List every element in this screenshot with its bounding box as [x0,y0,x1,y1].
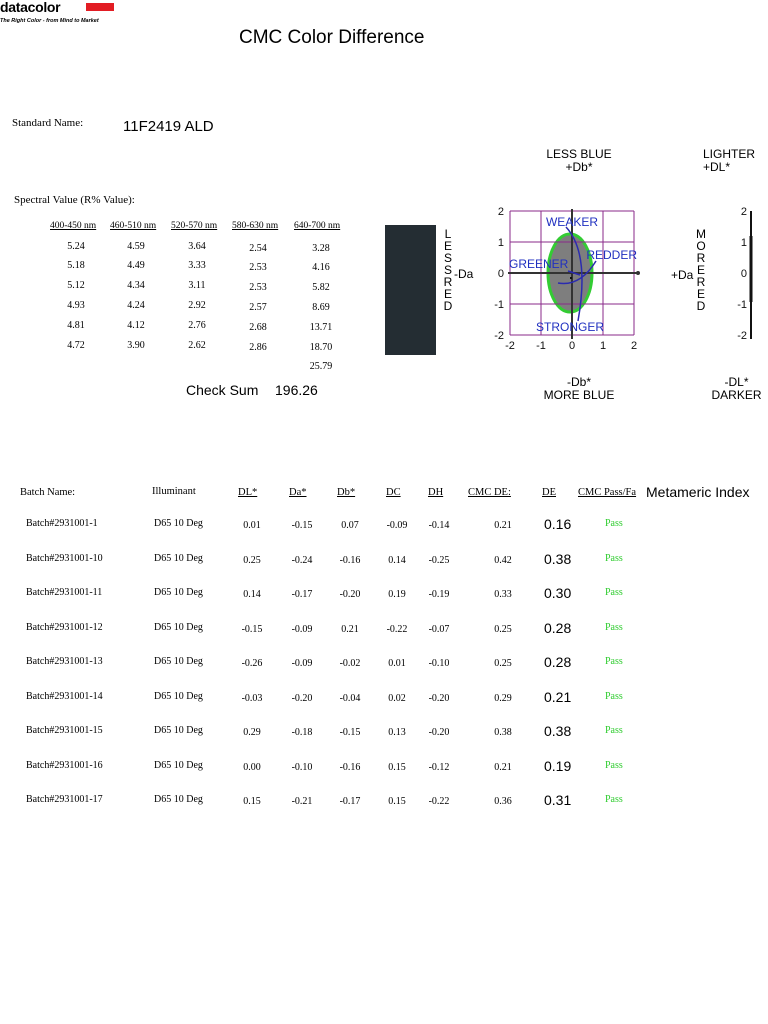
batch-header-dh: DH [428,487,444,498]
spectral-cell: 25.79 [309,361,333,372]
batch-dh-cell: -0.07 [428,624,450,635]
ab-plot [490,195,650,355]
batch-cmc-de-cell: 0.21 [494,520,512,531]
l-bottom-caption [705,376,768,402]
batch-dh-cell: -0.14 [428,520,450,531]
ab-left-vertical-label: LESS RED [443,227,453,313]
batch-db-cell: 0.21 [341,624,359,635]
batch-de-cell: 0.19 [544,758,572,774]
illuminant-cell: D65 10 Deg [154,553,203,564]
batch-dh-cell: -0.20 [428,693,450,704]
batch-name-cell: Batch#2931001-13 [26,656,103,667]
batch-dh-cell: -0.22 [428,796,450,807]
batch-header-name: Batch Name: [20,487,76,498]
batch-dc-cell: -0.09 [386,520,408,531]
ab-y-tick-label: 2 [497,206,504,218]
spectral-cell: 4.12 [127,320,145,331]
batch-da-cell: -0.18 [291,727,313,738]
color-swatch [385,225,436,355]
batch-name-cell: Batch#2931001-12 [26,622,103,633]
batch-header-da: Da* [289,487,307,498]
batch-cmc-de-cell: 0.36 [494,796,512,807]
batch-da-cell: -0.17 [291,589,313,600]
batch-header-db: Db* [337,487,356,498]
batch-dc-cell: 0.15 [388,762,406,773]
spectral-cell: 2.68 [249,322,267,333]
ab-x-tick-label: 1 [599,340,607,352]
ab-top-sublabel: +Db* [565,160,593,174]
batch-header-cmc-de: CMC DE: [468,487,511,498]
spectral-cell: 5.12 [67,280,85,291]
batch-header-de: DE [542,487,556,498]
illuminant-cell: D65 10 Deg [154,656,203,667]
batch-dc-cell: 0.19 [388,589,406,600]
batch-cmc-de-cell: 0.33 [494,589,512,600]
l-tick-label: -2 [737,330,747,342]
table-row [0,691,768,726]
batch-de-cell: 0.16 [544,516,572,532]
quadrant-label-redder: REDDER [586,248,637,262]
illuminant-cell: D65 10 Deg [154,518,203,529]
batch-pass-cell: Pass [605,656,623,667]
batch-da-cell: -0.24 [291,555,313,566]
checksum-value: 196.26 [275,382,318,398]
batch-dl-cell: 0.01 [243,520,261,531]
l-top-caption [703,148,768,174]
batch-header-illuminant: Illuminant [152,486,196,497]
batch-pass-cell: Pass [605,725,623,736]
spectral-cell: 2.57 [249,302,267,313]
batch-dl-cell: 0.15 [243,796,261,807]
l-plot [728,195,768,355]
spectral-cell: 5.82 [312,282,330,293]
l-tick-label: 1 [740,237,747,249]
batch-da-cell: -0.09 [291,624,313,635]
illuminant-cell: D65 10 Deg [154,587,203,598]
spectral-cell: 2.92 [188,300,206,311]
spectral-label: Spectral Value (R% Value): [14,194,135,206]
batch-db-cell: 0.07 [341,520,359,531]
quadrant-label-weaker: WEAKER [545,215,599,229]
table-row [0,518,768,553]
brand-name: datacolor [0,0,61,15]
batch-header-pass-fail: CMC Pass/Fa [578,487,637,498]
batch-pass-cell: Pass [605,518,623,529]
batch-pass-cell: Pass [605,794,623,805]
ab-right-vertical-label: MORE RED [696,227,706,313]
batch-dh-cell: -0.20 [428,727,450,738]
batch-de-cell: 0.28 [544,620,572,636]
table-row [0,794,768,829]
batch-db-cell: -0.02 [339,658,361,669]
batch-name-cell: Batch#2931001-10 [26,553,103,564]
batch-name-cell: Batch#2931001-11 [26,587,103,598]
batch-db-cell: -0.16 [339,555,361,566]
quadrant-label-stronger: STRONGER [535,320,605,334]
batch-da-cell: -0.09 [291,658,313,669]
brand-logo [0,0,60,15]
checksum-label: Check Sum [186,382,259,398]
batch-da-cell: -0.15 [291,520,313,531]
spectral-col-header: 400-450 nm [50,221,97,231]
batch-dl-cell: 0.14 [243,589,261,600]
ab-right-axis-label: +Da [671,268,694,282]
batch-dl-cell: 0.00 [243,762,261,773]
standard-name-value: 11F2419 ALD [123,118,214,135]
spectral-cell: 8.69 [312,302,330,313]
table-row [0,760,768,795]
spectral-cell: 3.64 [188,241,206,252]
spectral-col-header: 640-700 nm [294,221,341,231]
batch-header-dl: DL* [238,487,258,498]
batch-cmc-de-cell: 0.29 [494,693,512,704]
spectral-cell: 13.71 [309,322,333,333]
ab-bottom-caption [533,376,625,402]
illuminant-cell: D65 10 Deg [154,794,203,805]
l-tick-label: 2 [740,206,747,218]
batch-db-cell: -0.15 [339,727,361,738]
batch-dl-cell: -0.03 [241,693,263,704]
spectral-cell: 2.86 [249,342,267,353]
ab-x-tick-label: 2 [630,340,638,352]
spectral-cell: 4.72 [67,340,85,351]
batch-de-cell: 0.30 [544,585,572,601]
ab-bottom-label: MORE BLUE [543,388,615,402]
table-row [0,587,768,622]
spectral-cell: 5.24 [67,241,85,252]
spectral-cell: 2.76 [188,320,206,331]
spectral-cell: 4.59 [127,241,145,252]
ab-bottom-sublabel: -Db* [566,375,591,389]
standard-name-label: Standard Name: [12,117,84,129]
spectral-cell: 3.90 [127,340,145,351]
ab-x-tick-label: 0 [568,340,576,352]
batch-pass-cell: Pass [605,622,623,633]
batch-point [570,277,572,279]
batch-cmc-de-cell: 0.42 [494,555,512,566]
brand-tagline: The Right Color - from Mind to Market [0,18,99,24]
l-top-label: LIGHTER [703,147,756,161]
batch-dc-cell: 0.14 [388,555,406,566]
batch-name-cell: Batch#2931001-14 [26,691,103,702]
brand-color-bar [86,3,114,11]
ab-y-tick-label: -1 [494,299,504,311]
batch-cmc-de-cell: 0.21 [494,762,512,773]
l-bottom-label: DARKER [711,388,762,402]
table-row [0,656,768,691]
spectral-cell: 2.54 [249,243,267,254]
table-row [0,725,768,760]
illuminant-cell: D65 10 Deg [154,691,203,702]
spectral-col-header: 520-570 nm [171,221,218,231]
quadrant-label-greener: GREENER [509,257,569,271]
spectral-cell: 3.11 [188,280,206,291]
table-row [0,622,768,657]
spectral-cell: 2.53 [249,282,267,293]
batch-de-cell: 0.21 [544,689,572,705]
batch-da-cell: -0.10 [291,762,313,773]
batch-name-cell: Batch#2931001-1 [26,518,98,529]
batch-de-cell: 0.31 [544,792,572,808]
batch-db-cell: -0.17 [339,796,361,807]
batch-dc-cell: 0.02 [388,693,406,704]
batch-dh-cell: -0.12 [428,762,450,773]
batch-dh-cell: -0.10 [428,658,450,669]
page-title: CMC Color Difference [239,27,425,48]
illuminant-cell: D65 10 Deg [154,760,203,771]
l-top-sublabel: +DL* [703,160,731,174]
spectral-cell: 4.93 [67,300,85,311]
batch-cmc-de-cell: 0.38 [494,727,512,738]
l-bottom-sublabel: -DL* [724,375,749,389]
spectral-cell: 4.16 [312,262,330,273]
spectral-cell: 2.53 [249,262,267,273]
spectral-cell: 3.33 [188,260,206,271]
spectral-cell: 4.24 [127,300,145,311]
ab-y-tick-label: 0 [497,268,504,280]
batch-de-cell: 0.38 [544,723,572,739]
ab-x-tick-label: -2 [505,340,515,352]
batch-dl-cell: 0.29 [243,727,261,738]
spectral-col-header: 460-510 nm [110,221,157,231]
batch-db-cell: -0.16 [339,762,361,773]
batch-da-cell: -0.21 [291,796,313,807]
batch-cmc-de-cell: 0.25 [494,658,512,669]
spectral-cell: 18.70 [309,342,333,353]
ab-top-label: LESS BLUE [546,147,612,161]
da-axis-end [636,271,640,275]
batch-pass-cell: Pass [605,553,623,564]
ab-y-tick-label: 1 [497,237,504,249]
batch-name-cell: Batch#2931001-17 [26,794,103,805]
spectral-cell: 4.49 [127,260,145,271]
batch-header-metameric: Metameric Index [646,484,750,500]
batch-db-cell: -0.04 [339,693,361,704]
table-row [0,553,768,588]
batch-pass-cell: Pass [605,691,623,702]
batch-dl-cell: 0.25 [243,555,261,566]
batch-header-dc: DC [386,487,401,498]
spectral-cell: 4.34 [127,280,145,291]
ab-x-tick-label: -1 [536,340,546,352]
ab-y-tick-label: -2 [494,330,504,342]
ab-top-caption [533,148,625,174]
batch-de-cell: 0.28 [544,654,572,670]
l-tick-label: -1 [737,299,747,311]
batch-da-cell: -0.20 [291,693,313,704]
ab-left-axis-label: -Da [454,267,474,281]
batch-name-cell: Batch#2931001-15 [26,725,103,736]
spectral-cell: 3.28 [312,243,330,254]
spectral-cell: 2.62 [188,340,206,351]
batch-name-cell: Batch#2931001-16 [26,760,103,771]
batch-dh-cell: -0.19 [428,589,450,600]
spectral-cell: 5.18 [67,260,85,271]
batch-dc-cell: -0.22 [386,624,408,635]
batch-dl-cell: -0.26 [241,658,263,669]
batch-dc-cell: 0.13 [388,727,406,738]
dl-tolerance-bar [750,236,753,302]
illuminant-cell: D65 10 Deg [154,622,203,633]
batch-pass-cell: Pass [605,760,623,771]
batch-dh-cell: -0.25 [428,555,450,566]
spectral-col-header: 580-630 nm [232,221,279,231]
batch-db-cell: -0.20 [339,589,361,600]
batch-dl-cell: -0.15 [241,624,263,635]
batch-de-cell: 0.38 [544,551,572,567]
spectral-cell: 4.81 [67,320,85,331]
batch-pass-cell: Pass [605,587,623,598]
batch-dc-cell: 0.15 [388,796,406,807]
batch-dc-cell: 0.01 [388,658,406,669]
illuminant-cell: D65 10 Deg [154,725,203,736]
batch-cmc-de-cell: 0.25 [494,624,512,635]
l-tick-label: 0 [740,268,747,280]
